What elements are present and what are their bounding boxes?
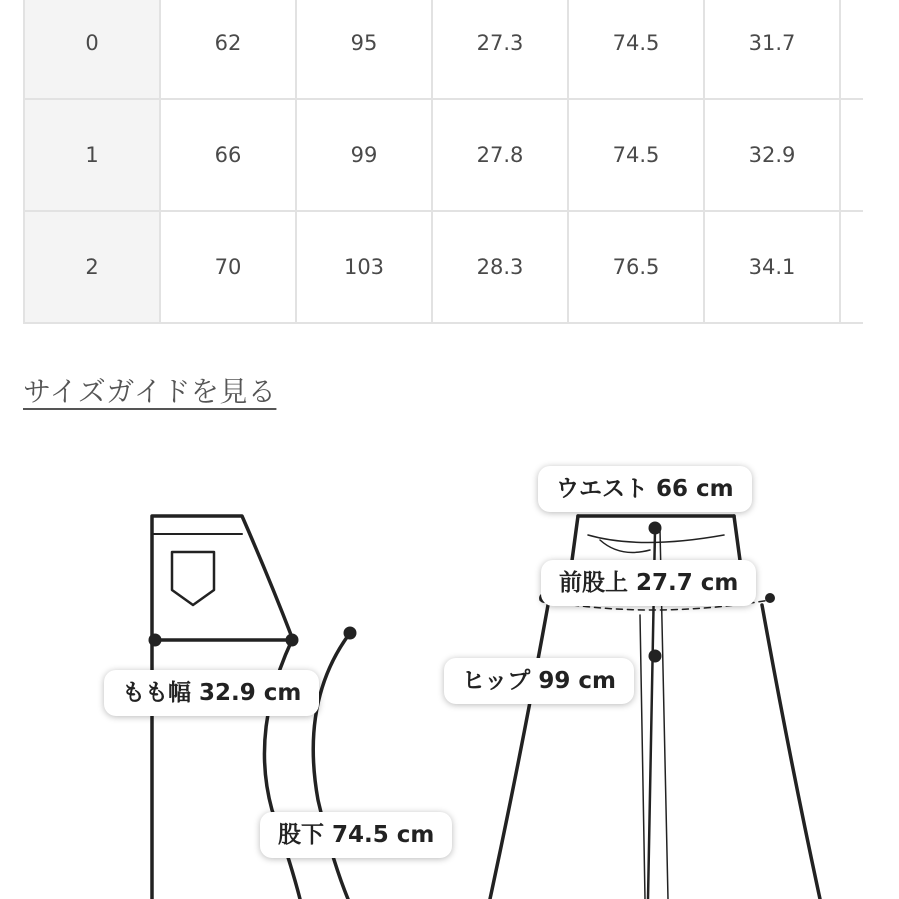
inseam-cell: 76.5 <box>568 211 704 323</box>
hip-cell: 95 <box>296 0 432 99</box>
hip-cell: 103 <box>296 211 432 323</box>
waist-measurement-label: ウエスト 66 cm <box>538 466 752 512</box>
clipped-cell <box>840 99 863 211</box>
size-cell: 2 <box>24 211 160 323</box>
clipped-cell <box>840 211 863 323</box>
waist-cell: 66 <box>160 99 296 211</box>
waist-cell: 70 <box>160 211 296 323</box>
clipped-cell <box>840 0 863 99</box>
inseam-cell: 74.5 <box>568 99 704 211</box>
hip-cell: 99 <box>296 99 432 211</box>
size-cell: 0 <box>24 0 160 99</box>
thigh-width-cell: 32.9 <box>704 99 840 211</box>
thigh-width-measurement-label: もも幅 32.9 cm <box>104 670 319 716</box>
size-table <box>23 0 863 324</box>
table-row <box>24 99 863 211</box>
inseam-measurement-label: 股下 74.5 cm <box>260 812 452 858</box>
size-cell: 1 <box>24 99 160 211</box>
table-row <box>24 0 863 99</box>
measurement-diagram <box>0 440 899 899</box>
front-rise-cell: 28.3 <box>432 211 568 323</box>
inseam-cell: 74.5 <box>568 0 704 99</box>
front-rise-cell: 27.8 <box>432 99 568 211</box>
waist-cell: 62 <box>160 0 296 99</box>
thigh-width-cell: 31.7 <box>704 0 840 99</box>
size-guide-link[interactable]: サイズガイドを見る <box>23 375 277 408</box>
table-row <box>24 211 863 323</box>
front-rise-measurement-label: 前股上 27.7 cm <box>541 560 756 606</box>
thigh-width-cell: 34.1 <box>704 211 840 323</box>
front-rise-cell: 27.3 <box>432 0 568 99</box>
hip-measurement-label: ヒップ 99 cm <box>444 658 634 704</box>
